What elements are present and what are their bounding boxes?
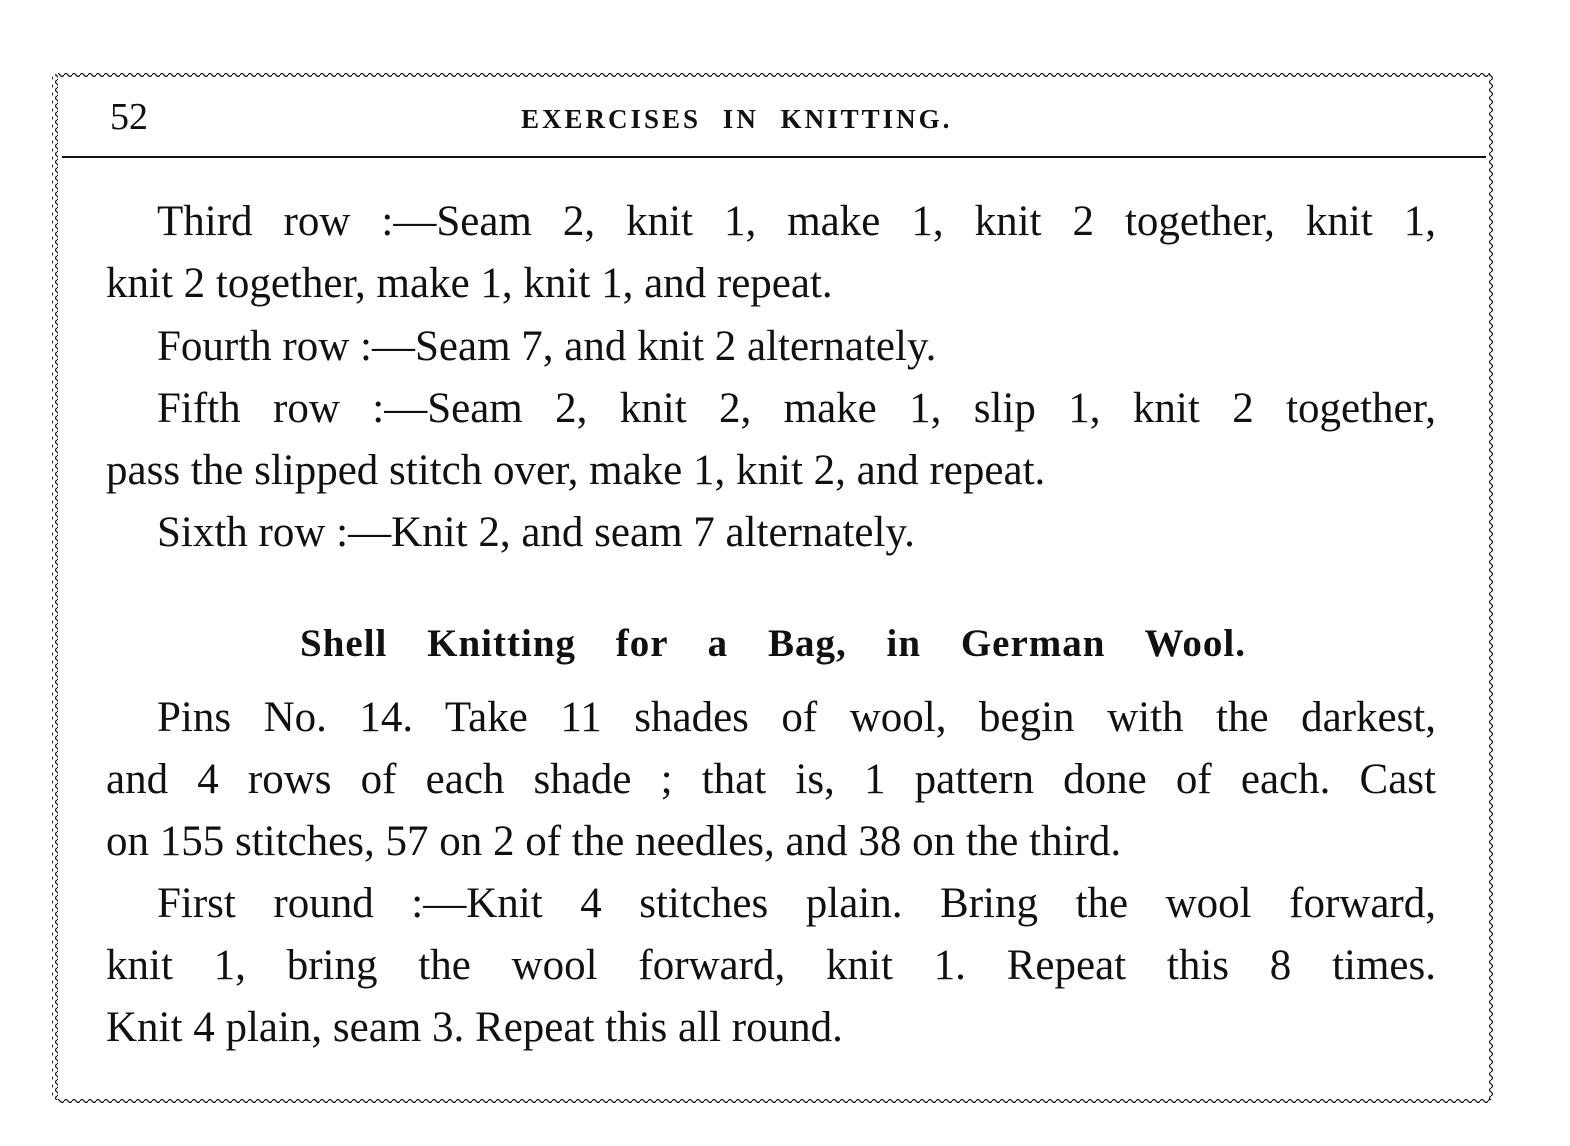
border-bottom — [58, 1097, 1490, 1103]
body-line: Third row :—Seam 2, knit 1, make 1, knit 2 together, knit 1, — [157, 198, 1436, 245]
running-title: EXERCISES IN KNITTING. — [521, 104, 953, 134]
section-line: Knit 4 plain, seam 3. Repeat this all round. — [106, 1004, 843, 1051]
body-line: knit 2 together, make 1, knit 1, and repeat. — [106, 260, 833, 307]
section-line: and 4 rows of each shade ; that is, 1 pattern done of each. Cast — [106, 756, 1436, 803]
section-line: Pins No. 14. Take 11 shades of wool, begin with the darkest, — [157, 694, 1436, 741]
section-line: on 155 stitches, 57 on 2 of the needles, and 38 on the third. — [106, 818, 1122, 865]
section-heading: Shell Knitting for a Bag, in German Wool. — [300, 622, 1246, 665]
section-line: First round :—Knit 4 stitches plain. Bring the wool forward, — [157, 880, 1436, 927]
body-line: pass the slipped stitch over, make 1, knit 2, and repeat. — [106, 447, 1046, 494]
header-rule — [62, 156, 1486, 158]
body-line: Fifth row :—Seam 2, knit 2, make 1, slip 1, knit 2 together, — [157, 385, 1436, 432]
body-line: Sixth row :—Knit 2, and seam 7 alternately. — [157, 509, 915, 556]
section-line: knit 1, bring the wool forward, knit 1. Repeat this 8 times. — [106, 942, 1436, 989]
body-line: Fourth row :—Seam 7, and knit 2 alternately. — [157, 323, 937, 370]
page-number: 52 — [110, 96, 148, 138]
border-left — [52, 74, 58, 1100]
border-top — [58, 71, 1490, 77]
border-right — [1487, 74, 1493, 1100]
